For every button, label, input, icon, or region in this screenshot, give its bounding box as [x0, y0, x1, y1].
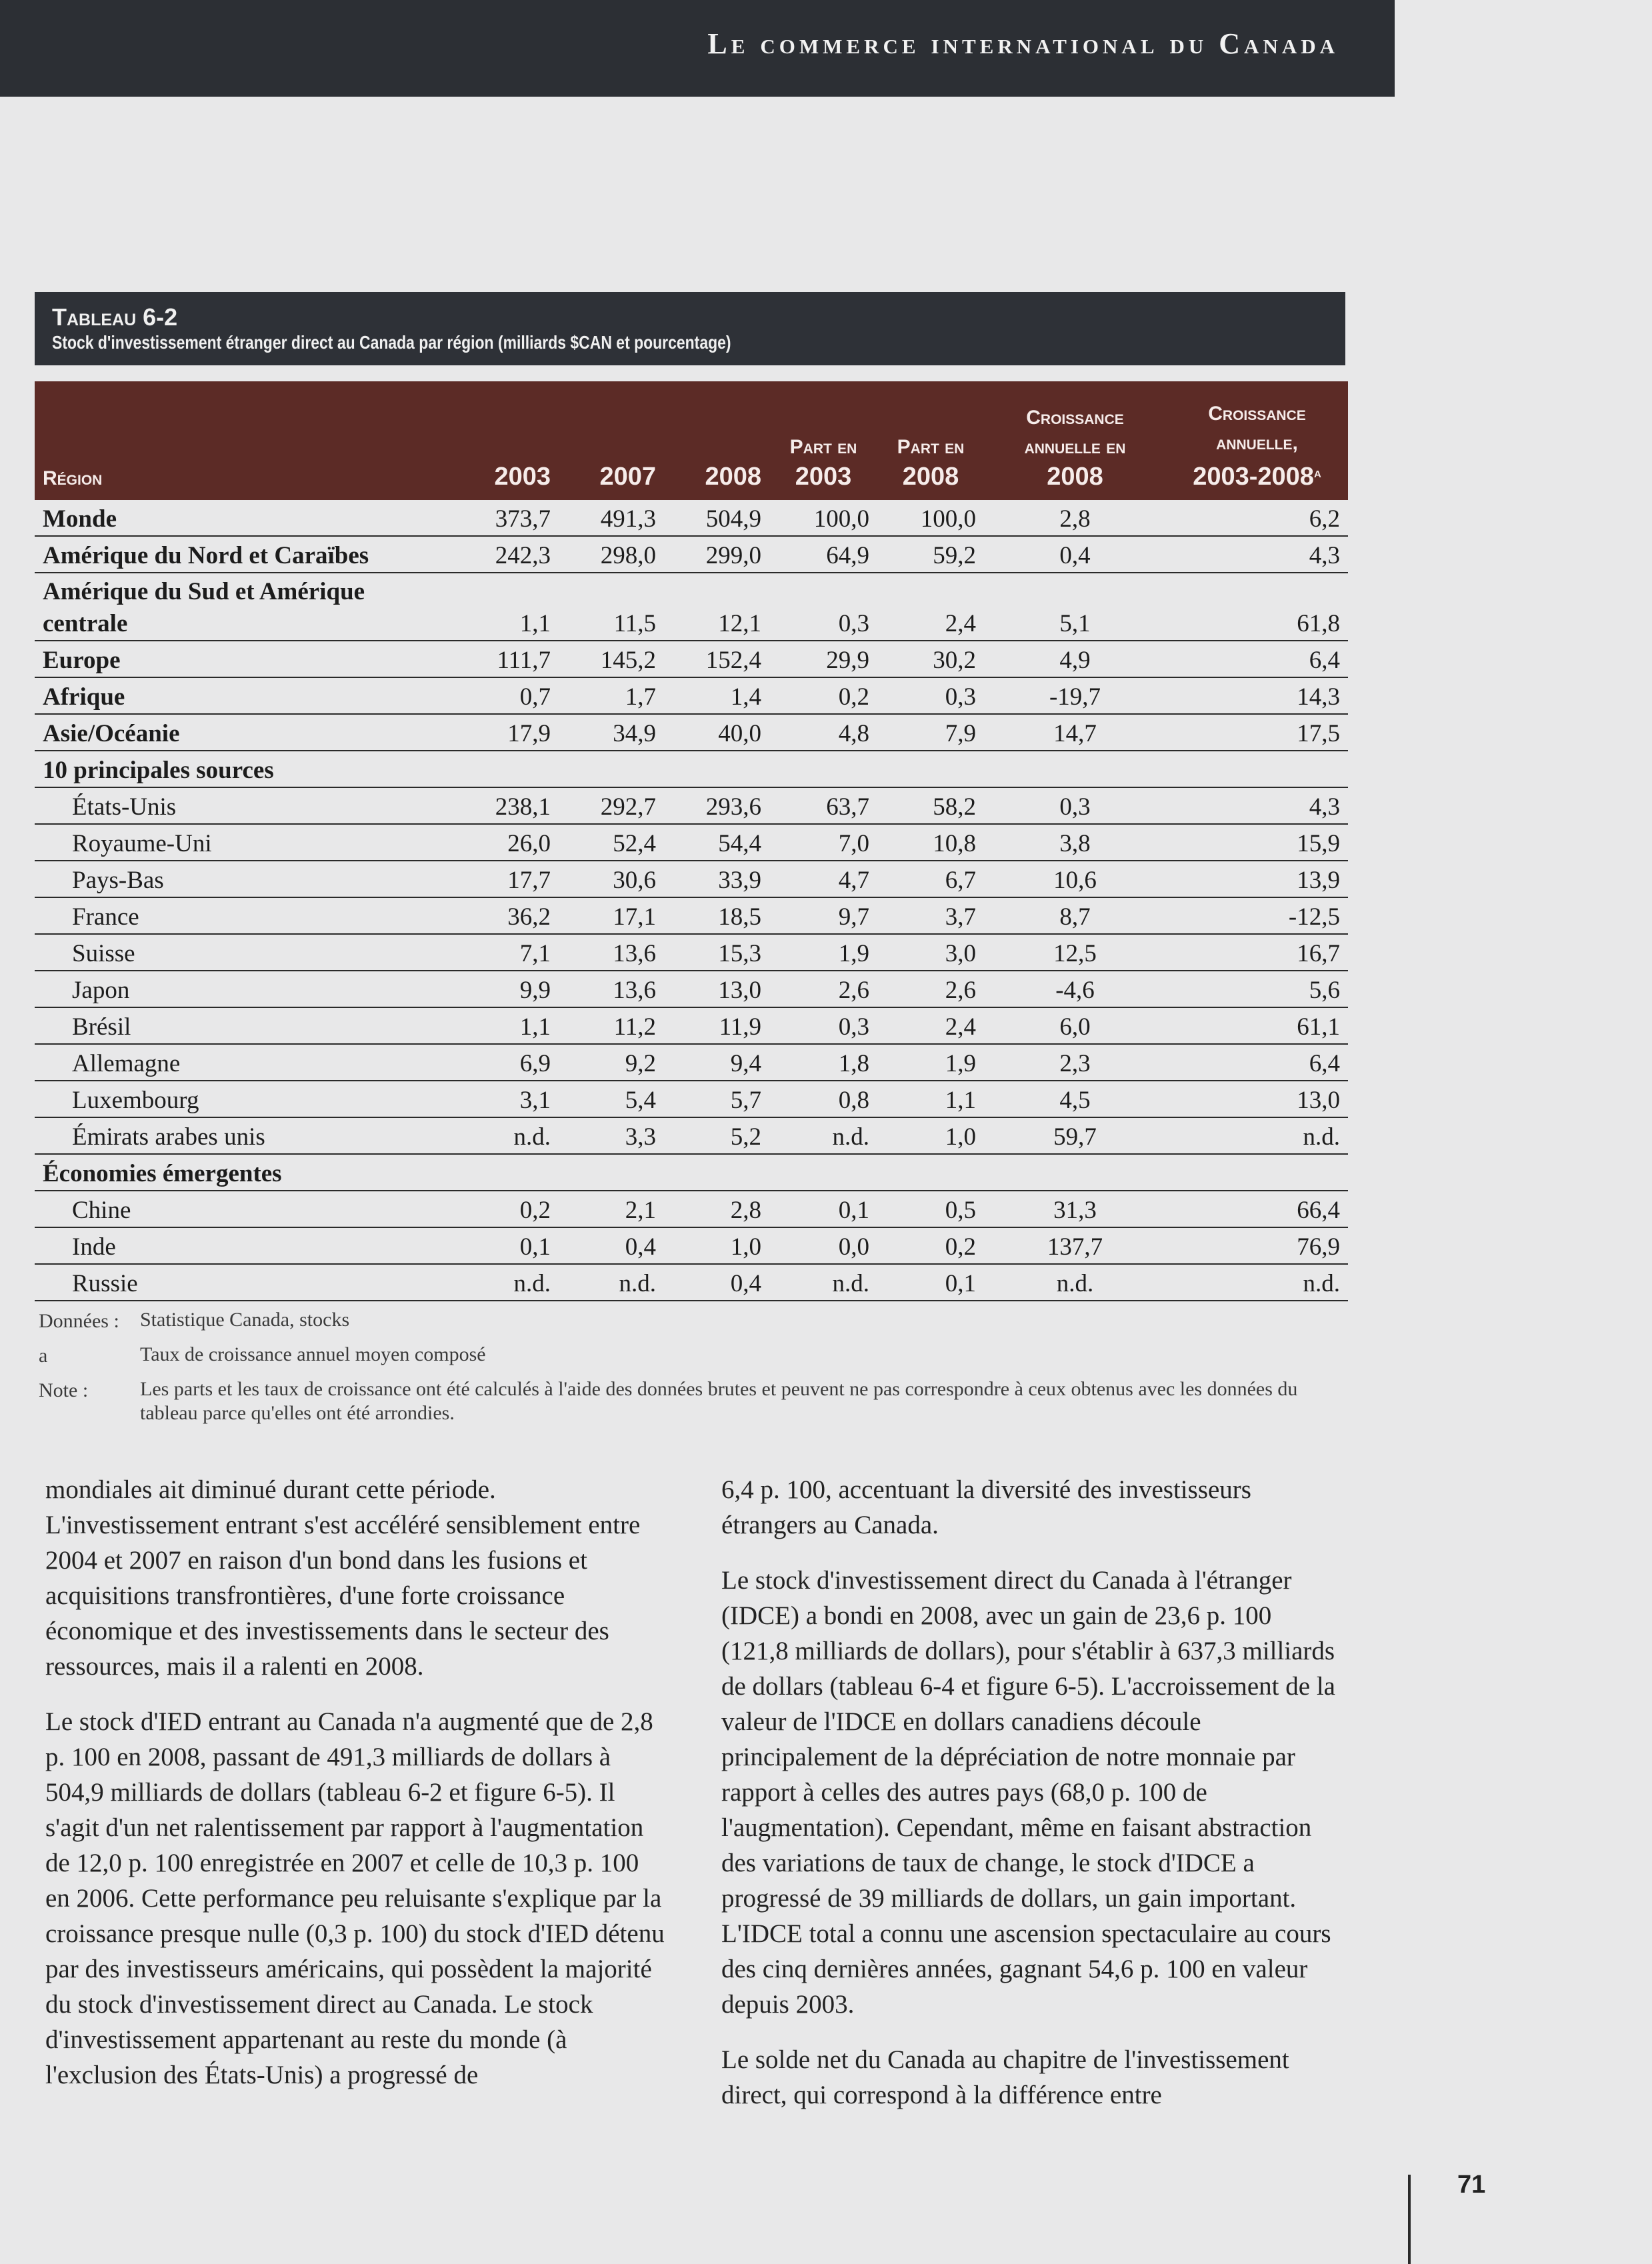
table-row [35, 1117, 1348, 1154]
value-cell: 17,7 [421, 861, 559, 897]
value-cell: 11,9 [664, 1007, 769, 1044]
col-header-growth-2008: Croissance annuelle en 2008 [1024, 407, 1126, 491]
value-cell: 34,9 [559, 714, 664, 751]
table-label: Tableau 6-2 [52, 303, 178, 331]
value-cell: 6,2 [1166, 500, 1348, 536]
col-header-region: Région [43, 467, 103, 489]
value-cell: 63,7 [769, 787, 877, 824]
value-cell [877, 751, 984, 787]
table-header-row [35, 381, 1348, 500]
table-row [35, 787, 1348, 824]
value-cell: -19,7 [984, 677, 1166, 714]
region-cell: Inde [35, 1227, 421, 1264]
value-cell: 1,9 [769, 934, 877, 971]
value-cell: n.d. [984, 1264, 1166, 1301]
value-cell: 17,1 [559, 897, 664, 934]
table-row [35, 714, 1348, 751]
value-cell: 0,4 [984, 536, 1166, 573]
value-cell: 504,9 [664, 500, 769, 536]
table-row [35, 500, 1348, 536]
value-cell: 7,0 [769, 824, 877, 861]
table-row [35, 1191, 1348, 1227]
value-cell: 2,1 [559, 1191, 664, 1227]
value-cell: 12,1 [664, 573, 769, 641]
value-cell: 0,1 [769, 1191, 877, 1227]
value-cell [664, 751, 769, 787]
value-cell: 0,4 [664, 1264, 769, 1301]
value-cell [877, 1154, 984, 1191]
value-cell: n.d. [421, 1264, 559, 1301]
table-row [35, 897, 1348, 934]
region-cell: France [35, 897, 421, 934]
value-cell: 8,7 [984, 897, 1166, 934]
paragraph: mondiales ait diminué durant cette période. L'investissement entrant s'est accéléré sensiblement entre 2004 et 2007 en raison d'un bond dans les fusions et acquisitions transfrontières, d'une forte croissance économique et des investissements dans le secteur des ressources, mais il a ralenti en 2008. [45, 1475, 641, 1681]
value-cell: 2,3 [984, 1044, 1166, 1081]
region-cell: Japon [35, 971, 421, 1007]
value-cell: n.d. [769, 1264, 877, 1301]
value-cell: 293,6 [664, 787, 769, 824]
value-cell: 6,7 [877, 861, 984, 897]
value-cell: 10,8 [877, 824, 984, 861]
value-cell: 30,2 [877, 641, 984, 677]
value-cell: 100,0 [769, 500, 877, 536]
value-cell: 14,3 [1166, 677, 1348, 714]
value-cell: 0,2 [877, 1227, 984, 1264]
value-cell: 3,3 [559, 1117, 664, 1154]
table-notes [39, 1308, 1345, 1433]
running-head: Le commerce international du Canada [707, 27, 1339, 60]
value-cell [769, 751, 877, 787]
value-cell: 5,7 [664, 1081, 769, 1117]
value-cell: 13,0 [664, 971, 769, 1007]
value-cell: 152,4 [664, 641, 769, 677]
value-cell: 0,7 [421, 677, 559, 714]
value-cell: 1,9 [877, 1044, 984, 1081]
value-cell: 11,5 [559, 573, 664, 641]
value-cell: 15,9 [1166, 824, 1348, 861]
region-cell: Asie/Océanie [35, 714, 421, 751]
value-cell: 17,9 [421, 714, 559, 751]
table-row [35, 1154, 1348, 1191]
value-cell: 1,1 [877, 1081, 984, 1117]
value-cell: n.d. [769, 1117, 877, 1154]
value-cell: 40,0 [664, 714, 769, 751]
value-cell: 9,9 [421, 971, 559, 1007]
value-cell: 0,5 [877, 1191, 984, 1227]
region-cell: Luxembourg [35, 1081, 421, 1117]
value-cell: 3,1 [421, 1081, 559, 1117]
value-cell [1166, 751, 1348, 787]
value-cell: 4,8 [769, 714, 877, 751]
value-cell: 66,4 [1166, 1191, 1348, 1227]
value-cell: n.d. [559, 1264, 664, 1301]
table-row [35, 573, 1348, 641]
region-cell: Monde [35, 500, 421, 536]
value-cell: 0,3 [769, 573, 877, 641]
note-source: Données : Statistique Canada, stocks [39, 1309, 350, 1332]
value-cell: 1,8 [769, 1044, 877, 1081]
region-cell: Suisse [35, 934, 421, 971]
fdi-table [35, 381, 1348, 1301]
value-cell: 9,7 [769, 897, 877, 934]
value-cell: 1,0 [877, 1117, 984, 1154]
table-row [35, 1044, 1348, 1081]
value-cell: 13,6 [559, 971, 664, 1007]
value-cell: 12,5 [984, 934, 1166, 971]
value-cell: 145,2 [559, 641, 664, 677]
value-cell: 2,6 [769, 971, 877, 1007]
value-cell: 5,1 [984, 573, 1166, 641]
table-caption: Stock d'investissement étranger direct au Canada par région (milliards $CAN et pourcentage) [52, 332, 731, 353]
region-cell: Amérique du Nord et Caraïbes [35, 536, 421, 573]
paragraph: Le stock d'investissement direct du Canada à l'étranger (IDCE) a bondi en 2008, avec un gain de 23,6 p. 100 (121,8 milliards de dollars), pour s'établir à 637,3 milliards de dollars (tableau 6-4 et figure 6-5). L'accroissement de la valeur de l'IDCE en dollars canadiens découle principalement de la dépréciation de notre monnaie par rapport à celles des autres pays (68,0 p. 100 de l'augmentation). Cependant, même en faisant abstraction des variations de taux de change, le stock d'IDCE a progressé de 39 milliards de dollars, un gain important. L'IDCE total a connu une ascension spectaculaire au cours des cinq dernières années, gagnant 54,6 p. 100 en valeur depuis 2003. [721, 1566, 1335, 2019]
value-cell: 26,0 [421, 824, 559, 861]
table-row [35, 824, 1348, 861]
paragraph: Le solde net du Canada au chapitre de l'investissement direct, qui correspond à la différence entre [721, 2045, 1289, 2109]
value-cell: 61,1 [1166, 1007, 1348, 1044]
value-cell: 373,7 [421, 500, 559, 536]
page-number: 71 [1457, 2171, 1486, 2199]
value-cell: 64,9 [769, 536, 877, 573]
value-cell [421, 1154, 559, 1191]
table-row [35, 1227, 1348, 1264]
value-cell: 30,6 [559, 861, 664, 897]
table-title-bar [35, 292, 1345, 365]
table-row [35, 751, 1348, 787]
footnote-marker: a [1313, 464, 1321, 481]
region-cell: États-Unis [35, 787, 421, 824]
value-cell: 3,0 [877, 934, 984, 971]
value-cell [1166, 1154, 1348, 1191]
value-cell: 111,7 [421, 641, 559, 677]
note-a: a Taux de croissance annuel moyen composé [39, 1343, 486, 1367]
value-cell: 2,4 [877, 573, 984, 641]
region-cell: Chine [35, 1191, 421, 1227]
value-cell: 1,4 [664, 677, 769, 714]
value-cell [984, 1154, 1166, 1191]
value-cell: 17,5 [1166, 714, 1348, 751]
table-row [35, 641, 1348, 677]
table-row [35, 971, 1348, 1007]
region-cell: Afrique [35, 677, 421, 714]
region-cell: Allemagne [35, 1044, 421, 1081]
value-cell: 33,9 [664, 861, 769, 897]
value-cell: 0,4 [559, 1227, 664, 1264]
value-cell: 137,7 [984, 1227, 1166, 1264]
value-cell: 6,4 [1166, 641, 1348, 677]
value-cell: 0,0 [769, 1227, 877, 1264]
value-cell: 11,2 [559, 1007, 664, 1044]
value-cell: 0,1 [877, 1264, 984, 1301]
value-cell: 1,7 [559, 677, 664, 714]
value-cell: 238,1 [421, 787, 559, 824]
value-cell: 16,7 [1166, 934, 1348, 971]
value-cell: 7,1 [421, 934, 559, 971]
value-cell: n.d. [1166, 1264, 1348, 1301]
value-cell: 4,3 [1166, 787, 1348, 824]
value-cell: 4,9 [984, 641, 1166, 677]
value-cell: 52,4 [559, 824, 664, 861]
value-cell: 4,7 [769, 861, 877, 897]
value-cell [984, 751, 1166, 787]
paragraph: Le stock d'IED entrant au Canada n'a augmenté que de 2,8 p. 100 en 2008, passant de 491,3 milliards de dollars à 504,9 milliards de dollars (tableau 6-2 et figure 6-5). Il s'agit d'un net ralentissement par rapport à l'augmentation de 12,0 p. 100 enregistrée en 2007 et celle de 10,3 p. 100 en 2006. Cette performance peu reluisante s'explique par la croissance presque nulle (0,3 p. 100) du stock d'IED détenu par des investisseurs américains, qui possèdent la majorité du stock d'investissement direct au Canada. Le stock d'investissement appartenant au reste du monde (à l'exclusion des États-Unis) a progressé de [45, 1707, 665, 2089]
value-cell: 36,2 [421, 897, 559, 934]
paragraph: 6,4 p. 100, accentuant la diversité des investisseurs étrangers au Canada. [721, 1475, 1251, 1539]
value-cell [769, 1154, 877, 1191]
value-cell: 5,4 [559, 1081, 664, 1117]
value-cell: 0,3 [877, 677, 984, 714]
value-cell [664, 1154, 769, 1191]
value-cell: 1,1 [421, 1007, 559, 1044]
value-cell: 6,0 [984, 1007, 1166, 1044]
value-cell: 6,4 [1166, 1044, 1348, 1081]
value-cell: 13,6 [559, 934, 664, 971]
table-row [35, 536, 1348, 573]
value-cell [559, 1154, 664, 1191]
table-row [35, 1264, 1348, 1301]
value-cell: 14,7 [984, 714, 1166, 751]
value-cell: 3,8 [984, 824, 1166, 861]
region-cell: Émirats arabes unis [35, 1117, 421, 1154]
value-cell: 0,1 [421, 1227, 559, 1264]
value-cell: 4,3 [1166, 536, 1348, 573]
value-cell: 292,7 [559, 787, 664, 824]
region-cell: Amérique du Sud et Amérique centrale [35, 573, 421, 641]
value-cell: 13,0 [1166, 1081, 1348, 1117]
value-cell: 6,9 [421, 1044, 559, 1081]
text-column-right [721, 1472, 1341, 2133]
value-cell: 100,0 [877, 500, 984, 536]
value-cell: 299,0 [664, 536, 769, 573]
col-header-growth-cagr: Croissance annuelle, 2003-2008$^a$ [1193, 403, 1321, 491]
col-header-2007: 2007 [599, 463, 656, 491]
value-cell: 0,8 [769, 1081, 877, 1117]
table-row [35, 677, 1348, 714]
value-cell: 58,2 [877, 787, 984, 824]
table-row [35, 1007, 1348, 1044]
value-cell: 9,4 [664, 1044, 769, 1081]
value-cell: 54,4 [664, 824, 769, 861]
value-cell: 31,3 [984, 1191, 1166, 1227]
region-cell: Russie [35, 1264, 421, 1301]
region-cell: 10 principales sources [35, 751, 421, 787]
value-cell: 9,2 [559, 1044, 664, 1081]
region-cell: Pays-Bas [35, 861, 421, 897]
value-cell: -12,5 [1166, 897, 1348, 934]
col-header-part-2008: Part en 2008 [897, 436, 965, 491]
table-row [35, 934, 1348, 971]
table-row [35, 861, 1348, 897]
col-header-part-2003: Part en 2003 [789, 436, 857, 491]
value-cell [421, 751, 559, 787]
value-cell [559, 751, 664, 787]
value-cell: 3,7 [877, 897, 984, 934]
value-cell: 76,9 [1166, 1227, 1348, 1264]
note-general: Note : Les parts et les taux de croissance ont été calculés à l'aide des données brutes et peuvent ne pas correspondre à ceux obtenus avec les données du tableau parce qu'elles ont été arrondies. [39, 1378, 1298, 1424]
col-header-2003: 2003 [494, 463, 551, 491]
value-cell: 5,2 [664, 1117, 769, 1154]
value-cell: -4,6 [984, 971, 1166, 1007]
col-header-2008: 2008 [705, 463, 761, 491]
value-cell: 242,3 [421, 536, 559, 573]
value-cell: 0,3 [984, 787, 1166, 824]
value-cell: 1,0 [664, 1227, 769, 1264]
value-cell: n.d. [421, 1117, 559, 1154]
region-cell: Brésil [35, 1007, 421, 1044]
value-cell: 59,7 [984, 1117, 1166, 1154]
value-cell: 491,3 [559, 500, 664, 536]
value-cell: 298,0 [559, 536, 664, 573]
value-cell: 2,6 [877, 971, 984, 1007]
value-cell: 2,8 [984, 500, 1166, 536]
value-cell: 18,5 [664, 897, 769, 934]
value-cell: 29,9 [769, 641, 877, 677]
value-cell: 4,5 [984, 1081, 1166, 1117]
value-cell: 1,1 [421, 573, 559, 641]
value-cell: 61,8 [1166, 573, 1348, 641]
region-cell: Royaume-Uni [35, 824, 421, 861]
value-cell: 2,4 [877, 1007, 984, 1044]
value-cell: 0,3 [769, 1007, 877, 1044]
value-cell: 15,3 [664, 934, 769, 971]
value-cell: 7,9 [877, 714, 984, 751]
value-cell: 10,6 [984, 861, 1166, 897]
region-cell: Économies émergentes [35, 1154, 421, 1191]
value-cell: 0,2 [769, 677, 877, 714]
value-cell: 59,2 [877, 536, 984, 573]
region-cell: Europe [35, 641, 421, 677]
value-cell: 2,8 [664, 1191, 769, 1227]
folio-rule [1408, 2175, 1411, 2264]
value-cell: 0,2 [421, 1191, 559, 1227]
value-cell: 5,6 [1166, 971, 1348, 1007]
table-row [35, 1081, 1348, 1117]
value-cell: n.d. [1166, 1117, 1348, 1154]
text-column-left [45, 1472, 665, 2113]
value-cell: 13,9 [1166, 861, 1348, 897]
